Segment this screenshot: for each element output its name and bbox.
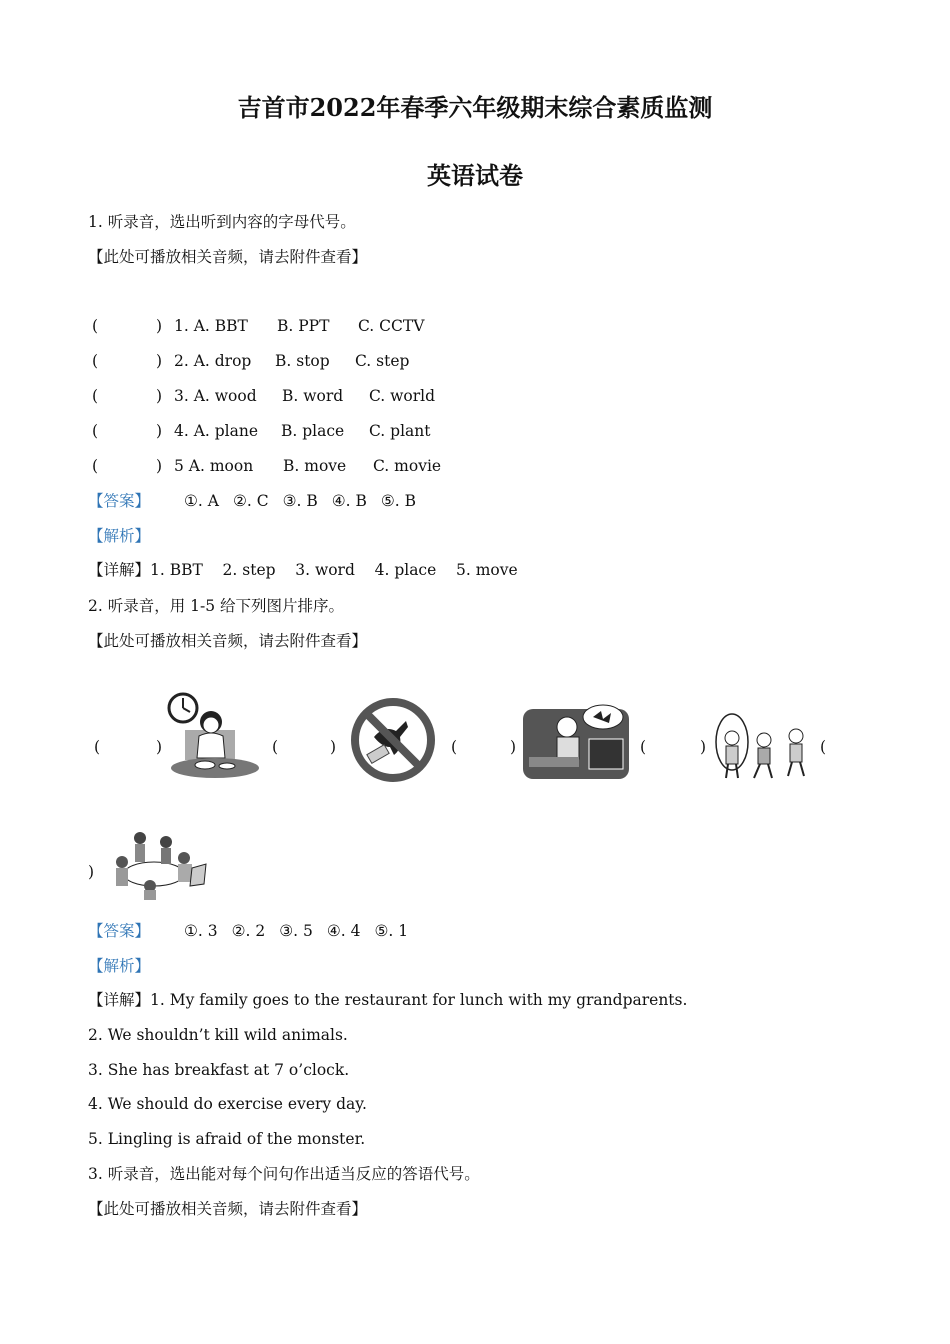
answer-1: ①. A: [184, 492, 219, 510]
answer-2: ②. 2: [231, 922, 266, 940]
q3-prompt: 3. 听录音，选出能对每个问句作出适当反应的答语代号。: [88, 1165, 480, 1183]
answer-paren-close: ): [156, 422, 163, 440]
answer-1: ①. 3: [184, 922, 218, 940]
q2-detail-line: 5. Lingling is afraid of the monster.: [88, 1130, 366, 1148]
q1-prompt: 1. 听录音，选出听到内容的字母代号。: [88, 213, 356, 231]
answer-paren-close: ): [156, 457, 163, 475]
answer-3: ③. 5: [279, 922, 313, 940]
option-c: C. CCTV: [358, 317, 425, 335]
option-c: C. step: [355, 352, 410, 370]
answer-label: 【答案】: [88, 922, 151, 940]
answer-paren-close: ): [156, 352, 163, 370]
answer-paren-close: ): [510, 738, 517, 756]
answer-paren-open[interactable]: (: [272, 738, 279, 756]
q2-detail-line: 2. We shouldn’t kill wild animals.: [88, 1026, 348, 1044]
option-a: 5 A. moon: [174, 457, 254, 475]
answer-paren-open[interactable]: (: [92, 387, 99, 405]
q2-detail-line: 【详解】1. My family goes to the restaurant for lunch with my grandparents.: [88, 991, 688, 1009]
option-c: C. movie: [373, 457, 442, 475]
answer-5: ⑤. B: [380, 492, 416, 510]
exam-title: 吉首市2022年春季六年级期末综合素质监测: [237, 93, 713, 122]
answer-3: ③. B: [282, 492, 318, 510]
q3-audio-note: 【此处可播放相关音频，请去附件查看】: [88, 1200, 368, 1218]
q1-answer-row: [88, 491, 430, 511]
q2-detail-line: 3. She has breakfast at 7 o’clock.: [88, 1061, 350, 1079]
option-b: B. word: [282, 387, 344, 405]
q2-analysis-label: 【解析】: [88, 957, 151, 975]
answer-paren-open[interactable]: (: [92, 422, 99, 440]
option-b: B. PPT: [277, 317, 330, 335]
restaurant-picture: [100, 828, 208, 900]
option-b: B. place: [281, 422, 345, 440]
breakfast-picture: [165, 692, 260, 780]
answer-paren-open[interactable]: (: [451, 738, 458, 756]
q2-detail-line: 4. We should do exercise every day.: [88, 1095, 367, 1113]
no-killing-animals-sign: [350, 697, 436, 783]
answer-paren-close: ): [700, 738, 707, 756]
exam-subtitle: 英语试卷: [427, 161, 523, 190]
exercise-picture: [712, 712, 812, 784]
answer-paren-open[interactable]: (: [820, 738, 827, 756]
answer-paren-close: ): [156, 387, 163, 405]
answer-paren-close: ): [88, 863, 95, 881]
q2-audio-note: 【此处可播放相关音频，请去附件查看】: [88, 632, 368, 650]
option-a: 3. A. wood: [174, 387, 257, 405]
answer-paren-close: ): [156, 317, 163, 335]
q1-detail: 【详解】1. BBT 2. step 3. word 4. place 5. move: [88, 561, 518, 579]
q1-analysis-label: 【解析】: [88, 527, 151, 545]
option-a: 2. A. drop: [174, 352, 252, 370]
answer-paren-open[interactable]: (: [94, 738, 101, 756]
monster-tv-picture: [523, 703, 629, 779]
option-c: C. plant: [369, 422, 431, 440]
answer-label: 【答案】: [88, 492, 151, 510]
option-a: 4. A. plane: [174, 422, 259, 440]
option-b: B. move: [283, 457, 347, 475]
answer-4: ④. B: [331, 492, 367, 510]
answer-4: ④. 4: [326, 922, 361, 940]
q2-prompt: 2. 听录音，用 1-5 给下列图片排序。: [88, 597, 345, 615]
option-b: B. stop: [275, 352, 330, 370]
answer-paren-open[interactable]: (: [92, 457, 99, 475]
answer-paren-close: ): [330, 738, 337, 756]
option-a: 1. A. BBT: [174, 317, 248, 335]
answer-2: ②. C: [232, 492, 269, 510]
answer-5: ⑤. 1: [374, 922, 409, 940]
q2-answer-row: [88, 921, 422, 941]
answer-paren-open[interactable]: (: [92, 317, 99, 335]
q1-audio-note: 【此处可播放相关音频，请去附件查看】: [88, 248, 368, 266]
answer-paren-open[interactable]: (: [92, 352, 99, 370]
answer-paren-open[interactable]: (: [640, 738, 647, 756]
option-c: C. world: [369, 387, 436, 405]
answer-paren-close: ): [156, 738, 163, 756]
